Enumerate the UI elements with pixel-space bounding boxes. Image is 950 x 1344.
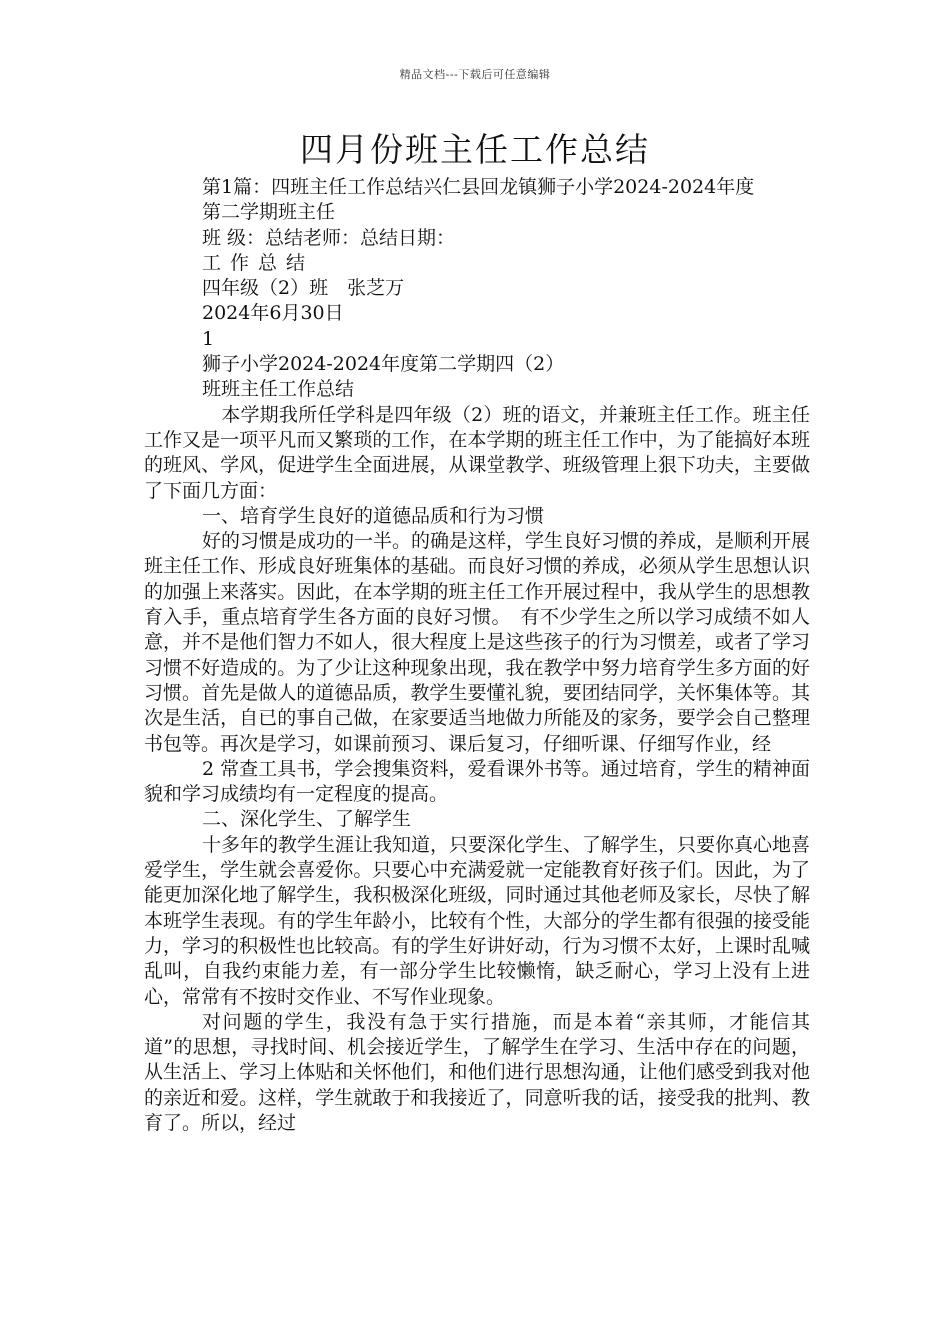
section-heading-1: 一、培育学生良好的道德品质和行为习惯 [202,504,545,527]
paragraph-1: 第1篇：四班主任工作总结兴仁县回龙镇狮子小学2024-2024年度 [202,176,755,198]
paragraph-10: 本学期我所任学科是四年级（2）班的语文，并兼班主任工作。班主任工作又是一项平凡而又繁琐的工作，在本学期的班主任工作中，为了能搞好本班的班风、学风，促进学生全面进展，从课堂教学、班级管理上狠下功夫，主要做了下面几方面： [144,403,810,502]
paragraph-9: 班班主任工作总结 [202,378,355,401]
section-heading-2: 二、深化学生、了解学生 [202,808,412,831]
paragraph-8: 狮子小学2024-2024年度第二学期四（2） [202,353,565,376]
paragraph-12: 好的习惯是成功的一半。的确是这样，学生良好习惯的养成，是顺利开展班主任工作、形成良好班集体的基础。而良好习惯的养成，必须从学生思想认识的加强上来落实。因此，在本学期的班主任工作开展过程中，我从学生的思想教育入手，重点培育学生各方面的良好习惯。 有不少学生之所以学习成绩不如人意，并不是他们智力不如人，很大程度上是这些孩子的行为习惯差，或者了学习习惯不好造成的。为了少让这种现象出现，我在教学中努力培育学生多方面的好习惯。首先是做人的道德品质，教学生要懂礼貌，要团结同学，关怀集体等。其次是生活，自已的事自己做，在家要适当地做力所能及的家务，要学会自己整理书包等。再次是学习，如课前预习、课后复习，仔细听课、仔细写作业，经 [144,530,811,755]
paragraph-5: 四年级（2）班 张芝万 [202,277,405,300]
document-body [144,175,810,1136]
paragraph-3: 班 级：总结老师：总结日期： [202,226,456,249]
paragraph-16: 对问题的学生，我没有急于实行措施，而是本着“亲其师，才能信其道”的思想，寻找时间、机会接近学生，了解学生在学习、生活中存在的问题，从生活上、学习上体贴和关怀他们，和他们进行思想沟通，让他们感受到我对他的亲近和爱。这样，学生就敢于和我接近了，同意听我的话，接受我的批判、教育了。所以，经过 [144,1010,810,1134]
paragraph-15: 十多年的教学生涯让我知道，只要深化学生、了解学生，只要你真心地喜爱学生，学生就会喜爱你。只要心中充满爱就一定能教育好孩子们。因此，为了能更加深化地了解学生，我积极深化班级，同时通过其他老师及家长，尽快了解本班学生表现。有的学生年龄小，比较有个性，大部分的学生都有很强的接受能力，学习的积极性也比较高。有的学生好讲好动，行为习惯不太好，上课时乱喊乱叫，自我约束能力差，有一部分学生比较懒惰，缺乏耐心，学习上没有上进心，常常有不按时交作业、不写作业现象。 [144,833,811,1008]
paragraph-13: 2 常查工具书，学会搜集资料，爱看课外书等。通过培育，学生的精神面貌和学习成绩均有一定程度的提高。 [144,757,810,806]
paragraph-7: 1 [202,327,215,350]
document-title: 四月份班主任工作总结 [300,130,650,169]
header-note: 精品文档---下载后可任意编辑 [399,68,551,81]
paragraph-2: 第二学期班主任 [202,201,336,224]
paragraph-4: 工作总结 [202,251,315,274]
paragraph-6: 2024年6月30日 [202,302,344,325]
